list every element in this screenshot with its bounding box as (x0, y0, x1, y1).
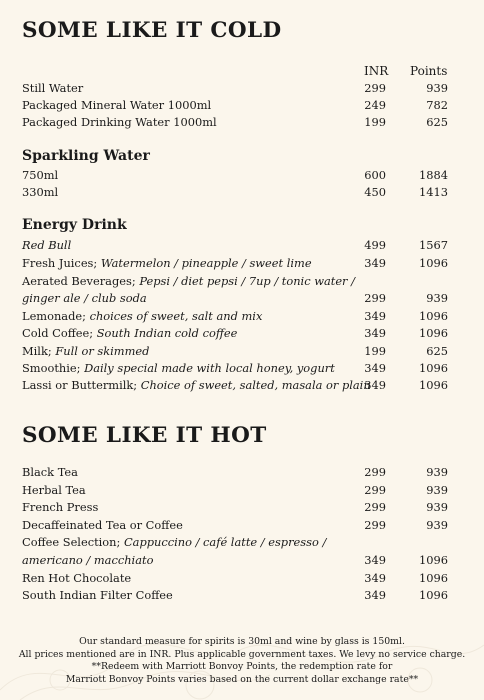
column-header-inr: INR (364, 64, 389, 78)
item-points: 939 (426, 81, 448, 95)
item-name: Red Bull (22, 238, 72, 252)
item-name: Lemonade; choices of sweet, salt and mix (22, 309, 263, 323)
footer-line: Our standard measure for spirits is 30ml and wine by glass is 150ml. (79, 636, 405, 647)
item-points: 625 (426, 115, 448, 129)
item-name (22, 290, 147, 306)
item-name: Smoothie; Daily special made with local honey, yogurt (22, 361, 335, 375)
item-points: 939 (426, 291, 448, 305)
footer-line: **Redeem with Marriott Bonvoy Points, the redemption rate for (91, 661, 393, 672)
menu-row (22, 377, 448, 393)
item-price-inr: 499 (364, 238, 386, 252)
item-description: Daily special made with local honey, yogurt (84, 361, 335, 375)
menu-row (22, 517, 448, 533)
item-price-inr: 299 (364, 291, 386, 305)
item-description: Choice of sweet, salted, masala or plain (140, 378, 371, 392)
item-name: French Press (22, 500, 99, 514)
item-name: Packaged Drinking Water 1000ml (22, 115, 217, 129)
item-name: Ren Hot Chocolate (22, 571, 132, 585)
menu-row (22, 552, 448, 568)
item-name: Packaged Mineral Water 1000ml (22, 98, 212, 112)
item-price-inr: 349 (364, 571, 386, 585)
menu-row (22, 308, 448, 324)
item-price-inr: 299 (364, 81, 386, 95)
menu-row (22, 482, 448, 498)
menu-row (22, 499, 448, 515)
item-description: South Indian cold coffee (96, 326, 238, 340)
footer-line: Marriott Bonvoy Points varies based on the current dollar exchange rate** (65, 673, 419, 685)
menu-row (22, 360, 448, 376)
item-name: Cold Coffee; South Indian cold coffee (22, 326, 238, 340)
menu-row (22, 570, 448, 586)
item-points: 1096 (419, 326, 448, 340)
item-price-inr: 600 (364, 168, 386, 182)
item-points: 1567 (419, 238, 448, 252)
item-name: Milk; Full or skimmed (22, 344, 150, 358)
item-points: 625 (426, 344, 448, 358)
column-header-points: Points (410, 64, 448, 78)
item-description: choices of sweet, salt and mix (89, 309, 263, 323)
item-price-inr: 299 (364, 465, 386, 479)
menu-row (22, 464, 448, 480)
item-points: 939 (426, 465, 448, 479)
menu-row (22, 343, 448, 359)
item-name: Aerated Beverages; Pepsi / diet pepsi / 7up / tonic water / (22, 274, 355, 288)
item-name: 750ml (22, 168, 59, 182)
item-price-inr: 299 (364, 483, 386, 497)
menu-row (22, 255, 448, 271)
menu-row (22, 184, 448, 200)
item-description: Full or skimmed (55, 344, 150, 358)
item-price-inr: 349 (364, 309, 386, 323)
item-points: 1096 (419, 309, 448, 323)
item-price-inr: 450 (364, 185, 386, 199)
item-name: 330ml (22, 185, 59, 199)
menu-row (22, 114, 448, 130)
item-price-inr: 199 (364, 115, 386, 129)
item-price-inr: 299 (364, 500, 386, 514)
item-description: Cappuccino / café latte / espresso / (123, 535, 327, 549)
item-name: Decaffeinated Tea or Coffee (22, 518, 183, 532)
item-price-inr: 199 (364, 344, 386, 358)
item-points: 1096 (419, 378, 448, 392)
section-title-hot: SOME LIKE IT HOT (22, 423, 267, 448)
item-price-inr: 299 (364, 518, 386, 532)
item-points: 782 (426, 98, 448, 112)
item-points: 1884 (419, 168, 448, 182)
item-points: 939 (426, 518, 448, 532)
menu-row (22, 237, 448, 253)
menu-row (22, 167, 448, 183)
menu-row (22, 325, 448, 341)
subsection-title-energy: Energy Drink (22, 217, 127, 233)
item-points: 1096 (419, 361, 448, 375)
item-name: Fresh Juices; Watermelon / pineapple / sweet lime (22, 256, 312, 270)
item-price-inr: 249 (364, 98, 386, 112)
item-name: South Indian Filter Coffee (22, 588, 173, 602)
item-description: Pepsi / diet pepsi / 7up / tonic water / (139, 274, 355, 288)
item-description: americano / macchiato (22, 553, 154, 567)
item-points: 1096 (419, 588, 448, 602)
menu-row (22, 80, 448, 96)
item-description: ginger ale / club soda (22, 291, 147, 305)
item-points: 1096 (419, 571, 448, 585)
item-name (22, 552, 153, 568)
item-price-inr: 349 (364, 256, 386, 270)
menu-row (22, 534, 448, 550)
section-title-cold: SOME LIKE IT COLD (22, 18, 282, 43)
item-price-inr: 349 (364, 326, 386, 340)
menu-row (22, 290, 448, 306)
item-points: 1096 (419, 553, 448, 567)
footer-notes (0, 636, 484, 686)
item-points: 1413 (419, 185, 448, 199)
menu-row (22, 587, 448, 603)
footer-line: All prices mentioned are in INR. Plus applicable government taxes. We levy no service charge. (18, 648, 466, 660)
item-name: Still Water (22, 81, 84, 95)
menu-row (22, 273, 448, 289)
item-price-inr: 349 (364, 553, 386, 567)
item-name: Herbal Tea (22, 483, 86, 497)
item-description: Watermelon / pineapple / sweet lime (100, 256, 312, 270)
item-name: Lassi or Buttermilk; Choice of sweet, salted, masala or plain (22, 378, 371, 392)
item-points: 939 (426, 483, 448, 497)
item-price-inr: 349 (364, 588, 386, 602)
item-points: 1096 (419, 256, 448, 270)
item-name: Black Tea (22, 465, 78, 479)
subsection-title-sparkling: Sparkling Water (22, 148, 150, 164)
item-price-inr: 349 (364, 361, 386, 375)
item-points: 939 (426, 500, 448, 514)
item-price-inr: 349 (364, 378, 386, 392)
menu-row (22, 97, 448, 113)
item-name: Coffee Selection; Cappuccino / café latte / espresso / (22, 535, 327, 549)
